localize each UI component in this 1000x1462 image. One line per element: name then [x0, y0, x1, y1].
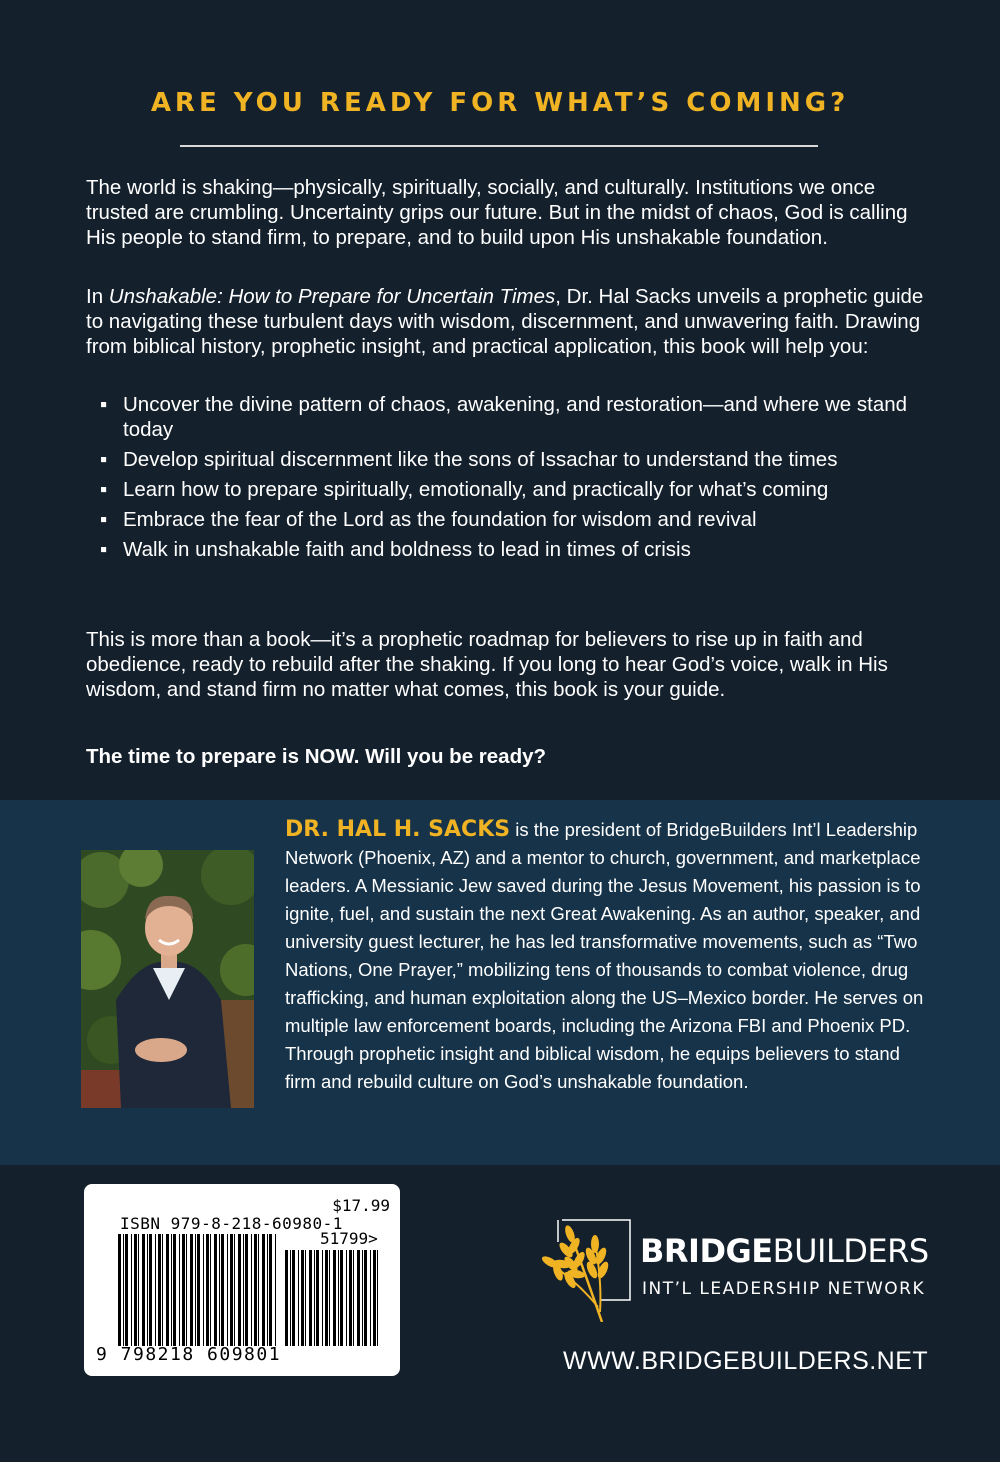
barcode-bar	[221, 1234, 224, 1346]
barcode-bar	[275, 1234, 276, 1346]
barcode-bar	[373, 1250, 376, 1346]
barcode-bar	[258, 1234, 259, 1346]
brand-name	[640, 1232, 929, 1270]
bullet-icon: ▪	[100, 393, 108, 416]
author-portrait-image	[81, 850, 254, 1108]
barcode-bar	[333, 1250, 336, 1346]
brand-tagline: INT’L LEADERSHIP NETWORK	[642, 1279, 926, 1299]
barcode-bar	[147, 1234, 148, 1346]
barcode-addon-number: 51799>	[320, 1229, 378, 1248]
barcode-bar	[325, 1250, 328, 1346]
barcode-bar	[370, 1250, 371, 1346]
brand-name-light: BUILDERS	[772, 1232, 929, 1270]
barcode-bar	[316, 1250, 319, 1346]
barcode-bar	[203, 1234, 204, 1346]
barcode-bar	[158, 1234, 161, 1346]
cover-heading: ARE YOU READY FOR WHAT’S COMING?	[150, 88, 850, 118]
barcode-bar	[377, 1250, 378, 1346]
barcode-bar	[206, 1234, 209, 1346]
barcode-bar	[118, 1234, 121, 1346]
barcode-bar	[138, 1234, 139, 1346]
barcode-bar	[267, 1234, 268, 1346]
list-item	[100, 392, 925, 442]
list-item-text: Learn how to prepare spiritually, emotionally, and practically for what’s coming	[123, 478, 829, 501]
author-photo	[81, 850, 254, 1108]
barcode-bar	[245, 1234, 248, 1346]
description-lead: In	[86, 285, 109, 308]
barcode-bar	[346, 1250, 347, 1346]
barcode-bar	[219, 1234, 220, 1346]
barcode-bar	[155, 1234, 156, 1346]
bullet-icon: ▪	[100, 508, 108, 531]
barcode-bar	[243, 1234, 244, 1346]
barcode-bar	[364, 1250, 367, 1346]
barcode-bar	[349, 1250, 352, 1346]
list-item	[100, 477, 925, 502]
intro-paragraph: The world is shaking—physically, spiritually, socially, and culturally. Institutions we once trusted are crumbling. Uncertainty grips our future. But in the midst of chaos, God is calling His people to stand firm, to prepare, and to build upon His unshakable foundation.	[86, 176, 908, 249]
barcode-bar	[357, 1250, 360, 1346]
barcode-bar	[353, 1250, 354, 1346]
barcode-bar	[230, 1234, 233, 1346]
barcode-bar	[131, 1234, 132, 1346]
list-item-text: Embrace the fear of the Lord as the foundation for wisdom and revival	[123, 508, 757, 531]
barcode-bar	[251, 1234, 252, 1346]
author-name: DR. HAL H. SACKS	[285, 817, 511, 842]
roadmap-paragraph: This is more than a book—it’s a prophetic roadmap for believers to rise up in faith and obedience, ready to rebuild after the shaking. If you long to hear God’s voice, walk in His wisdom, and stand firm no matter what comes, this book is your guide.	[86, 628, 888, 701]
barcode-bar	[285, 1250, 288, 1346]
bullet-icon: ▪	[100, 538, 108, 561]
book-description-paragraph	[86, 284, 926, 359]
barcode-bar	[238, 1234, 241, 1346]
wheat-logo-icon	[540, 1212, 635, 1322]
website-url: WWW.BRIDGEBUILDERS.NET	[563, 1347, 929, 1375]
barcode-bar	[227, 1234, 228, 1346]
barcode-bar	[290, 1250, 291, 1346]
price-addon-barcode	[285, 1250, 380, 1346]
isbn-barcode	[118, 1234, 278, 1346]
description-rest: , Dr. Hal Sacks unveils a prophetic guide to navigating these turbulent days with wisdom, discernment, and unwavering faith. Drawing from biblical history, prophetic insight, and practical application, this book will help you:	[86, 285, 924, 358]
barcode-bar	[210, 1234, 211, 1346]
barcode-bar	[329, 1250, 330, 1346]
barcode-bar	[298, 1250, 299, 1346]
list-item	[100, 537, 925, 562]
barcode-bar	[234, 1234, 235, 1346]
barcode-bar	[182, 1234, 185, 1346]
barcode-bar	[214, 1234, 217, 1346]
barcode-bar	[254, 1234, 257, 1346]
benefits-list	[100, 392, 925, 567]
list-item-text: Walk in unshakable faith and boldness to lead in times of crisis	[123, 538, 691, 561]
barcode-bar	[301, 1250, 304, 1346]
list-item	[100, 447, 925, 472]
barcode-number: 9 798218 609801	[96, 1344, 282, 1365]
barcode-bar	[186, 1234, 187, 1346]
call-to-action: The time to prepare is NOW. Will you be ready?	[86, 745, 547, 768]
brand-name-bold: BRIDGE	[640, 1232, 773, 1270]
barcode-bar	[338, 1250, 339, 1346]
bullet-icon: ▪	[100, 478, 108, 501]
list-item-text: Uncover the divine pattern of chaos, awakening, and restoration—and where we stand today	[123, 393, 908, 441]
list-item-text: Develop spiritual discernment like the sons of Issachar to understand the times	[123, 448, 838, 471]
barcode-bar	[142, 1234, 145, 1346]
barcode-bar	[190, 1234, 193, 1346]
barcode-bar	[123, 1234, 124, 1346]
barcode-bar	[262, 1234, 265, 1346]
barcode-bar	[162, 1234, 163, 1346]
barcode-bar	[149, 1234, 152, 1346]
barcode-bar	[269, 1234, 272, 1346]
barcode-bar	[125, 1234, 128, 1346]
barcode-bar	[362, 1250, 363, 1346]
barcode-bar	[322, 1250, 323, 1346]
barcode-bar	[179, 1234, 180, 1346]
barcode-bar	[173, 1234, 176, 1346]
barcode-bar	[292, 1250, 295, 1346]
barcode-bar	[166, 1234, 169, 1346]
barcode-bar	[134, 1234, 137, 1346]
isbn-label: ISBN 979-8-218-60980-1	[120, 1214, 343, 1233]
author-bio	[285, 816, 935, 1096]
barcode-bar	[195, 1234, 196, 1346]
heading-divider	[180, 145, 818, 147]
book-title: Unshakable: How to Prepare for Uncertain Times	[108, 285, 556, 308]
barcode-bar	[197, 1234, 200, 1346]
barcode-bar	[340, 1250, 343, 1346]
barcode-bar	[314, 1250, 315, 1346]
barcode-bar	[309, 1250, 312, 1346]
price-label: $17.99	[332, 1196, 390, 1215]
author-bio-text: is the president of BridgeBuilders Int’l Leadership Network (Phoenix, AZ) and a mentor to church, government, and marketplace leaders. A Messianic Jew saved during the Jesus Movement, his passion is to ignite, fuel, and sustain the next Great Awakening. As an author, speaker, and university guest lecturer, he has led transformative movements, such as “Two Nations, One Prayer,” mobilizing tens of thousands to combat violence, drug trafficking, and human exploitation along the US–Mexico border. He serves on multiple law enforcement boards, including the Arizona FBI and Phoenix PD. Through prophetic insight and biblical wisdom, he equips believers to stand firm and rebuild culture on God’s unshakable foundation.	[285, 819, 924, 1092]
bullet-icon: ▪	[100, 448, 108, 471]
list-item	[100, 507, 925, 532]
barcode-bar	[305, 1250, 306, 1346]
barcode-bar	[171, 1234, 172, 1346]
